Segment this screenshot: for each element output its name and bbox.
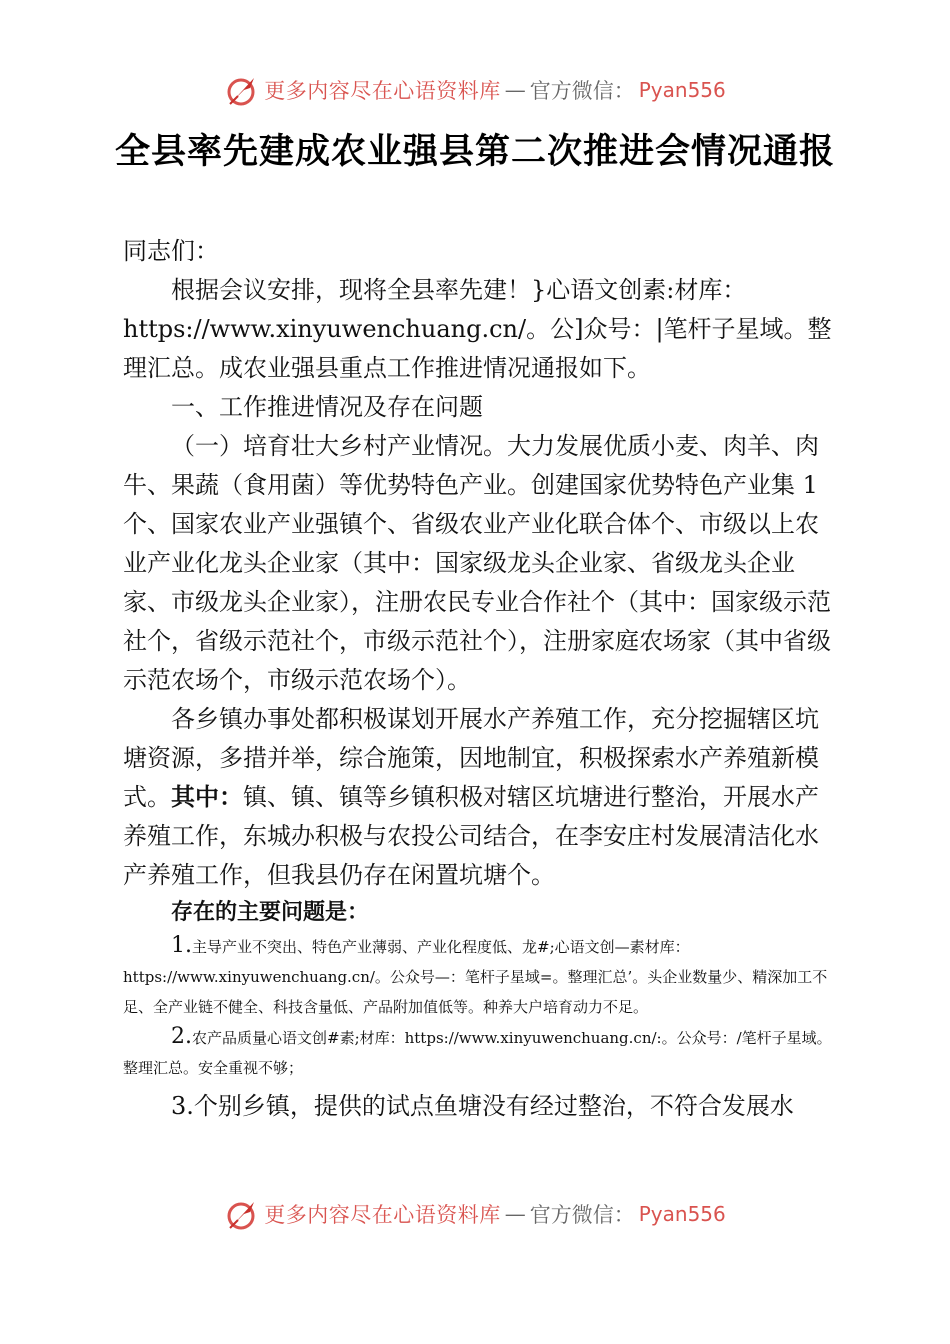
aquaculture-bold-label: 其中： — [171, 783, 243, 811]
issue-item-2 — [123, 1022, 833, 1083]
quill-logo-icon — [224, 72, 260, 108]
banner-wechat-label: 官方微信： — [529, 79, 635, 103]
salutation: 同志们： — [123, 237, 219, 265]
issue-item-1-text: 主导产业不突出、特色产业薄弱、产业化程度低、龙#;心语文创—素材库：https://www.xinyuwenchuang.cn/。公众号—：笔杆子星域=。整理汇总’。头企业数量少、精深加工不足、全产业链不健全、科技含量低、产品附加值低等。种养大户培育动力不足。 — [123, 938, 828, 1016]
aquaculture-text-a: 各乡镇办事处都积极谋划开展水产养殖工作，充分挖掘辖区坑塘资源，多措并举，综合施策，因地制宜，积极探索水产养殖新模式。 — [123, 705, 819, 811]
quill-logo-icon — [224, 1196, 260, 1232]
issue-item-2-number: 2. — [171, 1024, 192, 1049]
banner-wechat-id: Pyan556 — [638, 1202, 726, 1226]
issues-heading: 存在的主要问题是： — [171, 900, 370, 925]
issue-item-1 — [123, 931, 833, 1022]
banner-wechat-label: 官方微信： — [529, 1203, 635, 1227]
issue-item-2-text: 农产品质量心语文创#素;材库：https://www.xinyuwenchuang.cn/:。公众号：/笔杆子星域。整理汇总。安全重视不够； — [123, 1029, 832, 1077]
industry-paragraph: （一）培育壮大乡村产业情况。大力发展优质小麦、肉羊、肉牛、果蔬（食用菌）等优势特色产业。创建国家优势特色产业集 1 个、国家农业产业强镇个、省级农业产业化联合体个、市级以上农业产业化龙头企业家（其中：国家级龙头企业家、省级龙头企业家、市级龙头企业家），注册农民专业合作社个（其中：国家级示范社个，省级示范社个，市级示范社个），注册家庭农场家（其中省级示范农场个，市级示范农场个）。 — [123, 432, 831, 694]
intro-paragraph: 根据会议安排，现将全县率先建！}心语文创素:材库：https://www.xinyuwenchuang.cn/。公]众号：|笔杆子星域。整理汇总。成农业强县重点工作推进情况通报如下。 — [123, 276, 832, 382]
section-heading: 一、工作推进情况及存在问题 — [171, 393, 483, 421]
issue-item-3-text: 个别乡镇，提供的试点鱼塘没有经过整治，不符合发展水 — [193, 1092, 794, 1120]
banner-separator: — — [504, 1202, 526, 1226]
document-title: 全县率先建成农业强县第二次推进会情况通报 — [114, 131, 835, 172]
issue-item-1-number: 1. — [171, 933, 192, 958]
aquaculture-text-b: 镇、镇、镇等乡镇积极对辖区坑塘进行整治，开展水产养殖工作，东城办积极与农投公司结合，在李安庄村发展清洁化水产养殖工作，但我县仍存在闲置坑塘个。 — [123, 783, 819, 889]
banner-wechat-id: Pyan556 — [638, 78, 726, 102]
issue-item-3-number: 3. — [171, 1092, 194, 1120]
document-body — [123, 232, 833, 1126]
aquaculture-paragraph — [123, 700, 833, 895]
footer-watermark-banner — [0, 1196, 950, 1232]
issue-item-3 — [123, 1087, 833, 1126]
banner-text: 更多内容尽在心语资料库 — [264, 79, 501, 103]
header-watermark-banner — [0, 72, 950, 108]
banner-text: 更多内容尽在心语资料库 — [264, 1203, 501, 1227]
banner-separator: — — [504, 78, 526, 102]
